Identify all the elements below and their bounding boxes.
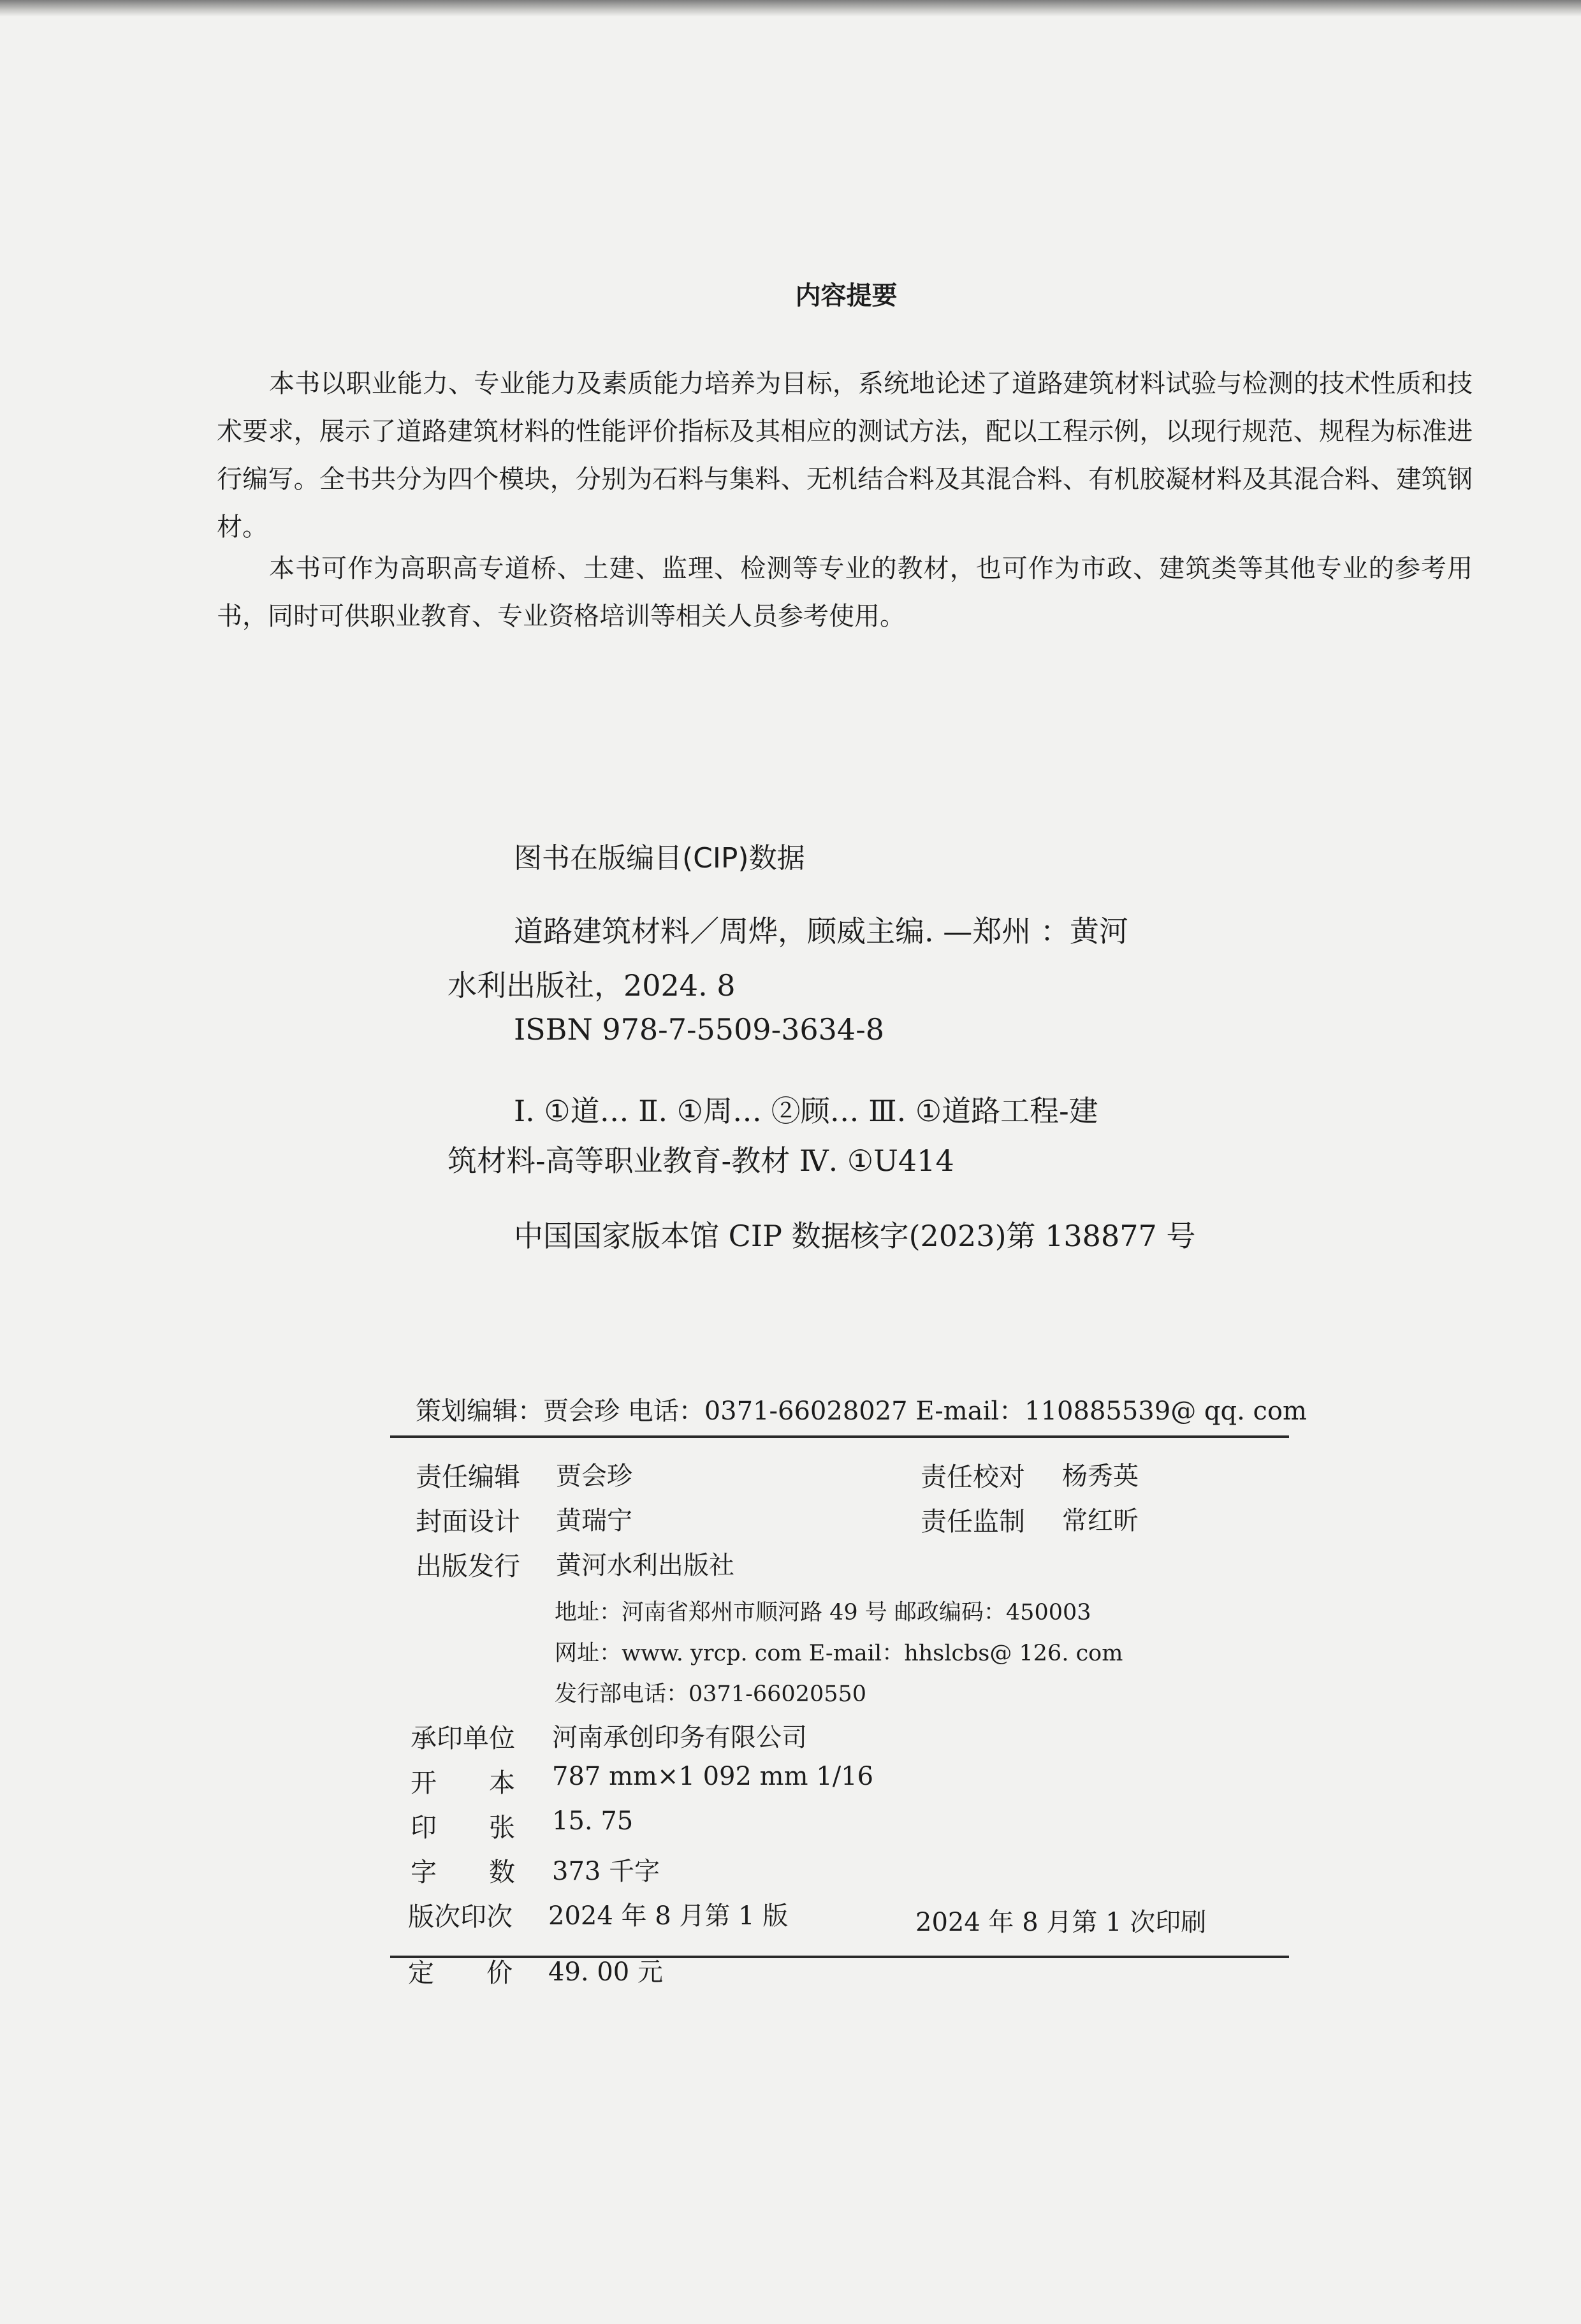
label-publisher: 出版发行: [416, 1551, 520, 1581]
cip-isbn: ISBN 978-7-5509-3634-8: [514, 1012, 884, 1047]
planning-editor-line: 策划编辑：贾会珍 电话：0371-66028027 E-mail：110885539@ qq. com: [416, 1397, 1307, 1426]
label-price: 定 价: [408, 1957, 513, 1988]
cip-line-4: Ⅰ. ①道… Ⅱ. ①周… ②顾… Ⅲ. ①道路工程-建: [514, 1094, 1098, 1128]
cip-line-5: 筑材料-高等职业教育-教材 Ⅳ. ①U414: [448, 1144, 954, 1178]
label-edition: 版次印次: [408, 1901, 513, 1932]
label-format: 开 本: [411, 1768, 515, 1798]
value-proofreader: 杨秀英: [1062, 1462, 1139, 1491]
label-printed-sheets: 印 张: [411, 1812, 515, 1843]
publisher-address: 地址：河南省郑州市顺河路 49 号 邮政编码：450003: [555, 1600, 1091, 1625]
divider-bottom: [390, 1956, 1289, 1958]
value-price: 49. 00 元: [548, 1957, 663, 1987]
publisher-website: 网址：www. yrcp. com E-mail：hhslcbs@ 126. com: [555, 1641, 1123, 1666]
summary-paragraph-2: 本书可作为高职高专道桥、土建、监理、检测等专业的教材，也可作为市政、建筑类等其他专业的参考用书，同时可供职业教育、专业资格培训等相关人员参考使用。: [217, 554, 1473, 631]
label-proofreader: 责任校对: [921, 1462, 1025, 1492]
label-word-count: 字 数: [411, 1857, 515, 1887]
value-word-count: 373 千字: [552, 1857, 660, 1886]
value-format: 787 mm×1 092 mm 1/16: [552, 1762, 874, 1791]
label-cover-design: 封面设计: [416, 1506, 520, 1537]
publisher-phone: 发行部电话：0371-66020550: [555, 1681, 867, 1707]
value-edition: 2024 年 8 月第 1 版: [548, 1901, 789, 1931]
cip-line-1: 道路建筑材料／周烨，顾威主编. —郑州 ：黄河: [514, 914, 1128, 948]
value-supervisor: 常红昕: [1062, 1506, 1139, 1536]
value-publisher: 黄河水利出版社: [556, 1551, 734, 1580]
value-print-run: 2024 年 8 月第 1 次印刷: [915, 1908, 1207, 1937]
summary-title: 内容提要: [795, 281, 898, 310]
value-responsible-editor: 贾会珍: [556, 1462, 632, 1491]
label-responsible-editor: 责任编辑: [416, 1462, 520, 1492]
value-cover-design: 黄瑞宁: [556, 1506, 632, 1536]
label-printer: 承印单位: [411, 1723, 515, 1754]
cip-title: 图书在版编目(CIP)数据: [514, 842, 805, 875]
divider-top: [390, 1435, 1289, 1438]
value-printed-sheets: 15. 75: [552, 1806, 634, 1836]
cip-verification-number: 中国国家版本馆 CIP 数据核字(2023)第 138877 号: [514, 1219, 1196, 1253]
cip-line-2: 水利出版社，2024. 8: [448, 968, 736, 1003]
page-top-edge: [0, 0, 1581, 17]
summary-paragraph-1: 本书以职业能力、专业能力及素质能力培养为目标，系统地论述了道路建筑材料试验与检测的技术性质和技术要求，展示了道路建筑材料的性能评价指标及其相应的测试方法，配以工程示例，以现行规范、规程为标准进行编写。全书共分为四个模块，分别为石料与集料、无机结合料及其混合料、有机胶凝材料及其混合料、建筑钢材。: [217, 369, 1473, 542]
label-supervisor: 责任监制: [921, 1506, 1025, 1537]
value-printer: 河南承创印务有限公司: [552, 1723, 807, 1752]
